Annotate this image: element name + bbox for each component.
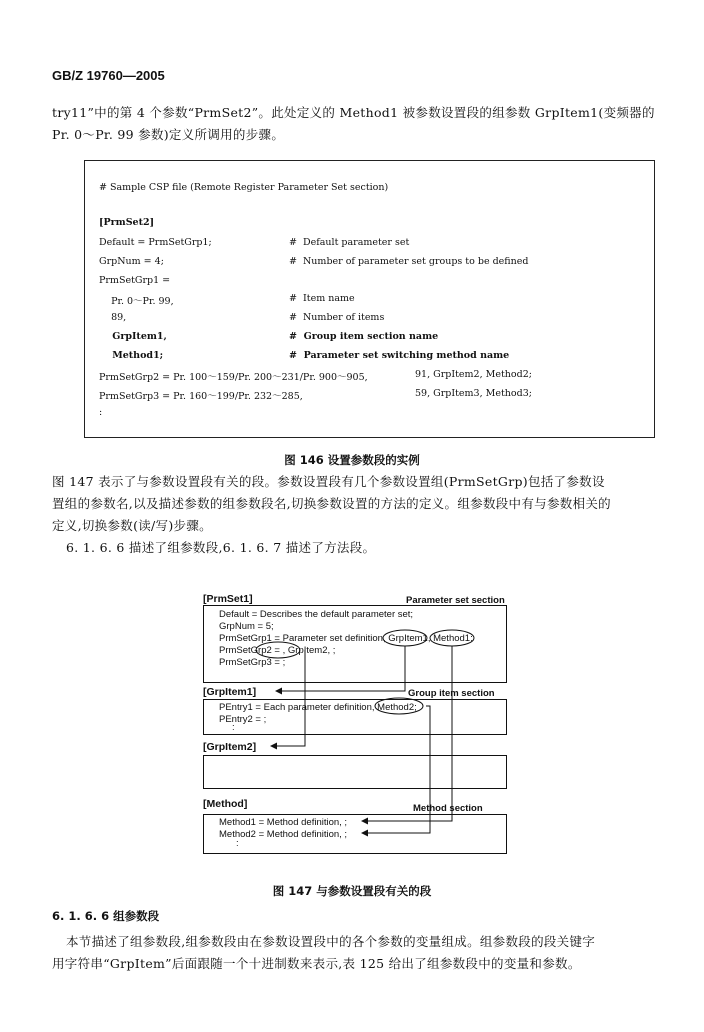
code-row-method1: Method1; [99,350,164,361]
code-comment-default: # Default parameter set [289,237,410,248]
method-vdots: : [236,838,239,849]
arrow-grpitem1 [276,646,405,691]
grpitem-section-label: Group item section [408,688,495,699]
prmset-line-default: Default = Describes the default parameter set; [219,609,414,620]
code-row-default: Default = PrmSetGrp1; [99,237,212,248]
code-row-item-name: Pr. 0～Pr. 99, [99,296,174,307]
code-row-prmsetgrp3: PrmSetGrp3 = Pr. 160～199/Pr. 232～285, [99,391,303,402]
prmset-title: [PrmSet1] [203,593,253,605]
code-row-prmsetgrp2: PrmSetGrp2 = Pr. 100～159/Pr. 200～231/Pr. 900～905, [99,372,368,383]
body-line-3: 定义,切换参数(读/写)步骤。 [52,518,212,533]
code-comment-method1: # Parameter set switching method name [289,350,510,361]
grpitem2-title: [GrpItem2] [203,741,257,753]
intro-line-2: Pr. 0～Pr. 99 参数)定义所调用的步骤。 [52,127,285,142]
code-comment-number-items: # Number of items [289,312,385,323]
code-comment-grpnum: # Number of parameter set groups to be defined [289,256,529,267]
code-comment: # Sample CSP file (Remote Register Parameter Set section) [99,182,389,193]
body-line-4: 6. 1. 6. 6 描述了组参数段,6. 1. 6. 7 描述了方法段。 [66,540,376,555]
method1-ellipse [430,630,474,646]
code-row-prmsetgrp3-tail: 59, GrpItem3, Method3; [415,388,532,399]
prmset-line-grpnum: GrpNum = 5; [219,621,274,632]
code-row-number-items: 89, [99,312,127,323]
method-title: [Method] [203,798,248,810]
figure-146-caption: 图 146 设置参数段的实例 [284,453,420,467]
body-line-2: 置组的参数名,以及描述参数的组参数段名,切换参数设置的方法的定义。组参数段中有与参数相关的 [52,496,611,511]
code-section-name: [PrmSet2] [99,217,155,228]
method-section-label: Method section [413,803,483,814]
code-comment-item-name: # Item name [289,293,355,304]
section-heading: 6. 1. 6. 6 组参数段 [52,909,160,923]
prmset-section-label: Parameter set section [406,595,505,606]
grpitem2-ellipse [256,642,300,658]
prmset-line-grp3: PrmSetGrp3 = ; [219,657,286,668]
prmset-line-grp2: PrmSetGrp2 = , GrpItem2, ; [219,645,336,656]
code-comment-grpitem1: # Group item section name [289,331,439,342]
method2-ellipse [375,698,423,714]
method-line-1: Method1 = Method definition, ; [219,817,348,828]
arrow-method2 [362,706,430,833]
grpitem1-line-pentry2: PEntry2 = ; [219,714,267,725]
code-row-prmsetgrp1: PrmSetGrp1 = [99,275,171,286]
code-row-grpnum: GrpNum = 4; [99,256,164,267]
document-code: GB/Z 19760—2005 [52,68,165,83]
body-line-1: 图 147 表示了与参数设置段有关的段。参数设置段有几个参数设置组(PrmSetGrp)包括了参数设 [52,474,605,489]
section-text-line-1: 本节描述了组参数段,组参数段由在参数设置段中的各个参数的变量组成。组参数段的段关键字 [66,934,596,949]
code-ellipsis: : [99,407,103,418]
figure-147-caption: 图 147 与参数设置段有关的段 [272,884,432,898]
code-row-prmsetgrp2-tail: 91, GrpItem2, Method2; [415,369,532,380]
arrow-grpitem2 [271,650,305,746]
grpitem1-line-pentry1: PEntry1 = Each parameter definition, Method2; [219,702,417,713]
grpitem1-ellipse [383,630,427,646]
grpitem1-vdots: : [232,722,235,733]
arrow-method1 [362,646,452,821]
method-line-2: Method2 = Method definition, ; [219,829,348,840]
grpitem1-title: [GrpItem1] [203,686,257,698]
section-text-line-2: 用字符串“GrpItem”后面跟随一个十进制数来表示,表 125 给出了组参数段中的变量和参数。 [52,956,581,971]
code-row-grpitem1: GrpItem1, [99,331,167,342]
intro-line-1: try11”中的第 4 个参数“PrmSet2”。此处定义的 Method1 被参数设置段的组参数 GrpItem1(变频器的 [52,105,655,120]
prmset-line-grp1: PrmSetGrp1 = Parameter set definition, GrpItem1, Method1; [219,633,473,644]
